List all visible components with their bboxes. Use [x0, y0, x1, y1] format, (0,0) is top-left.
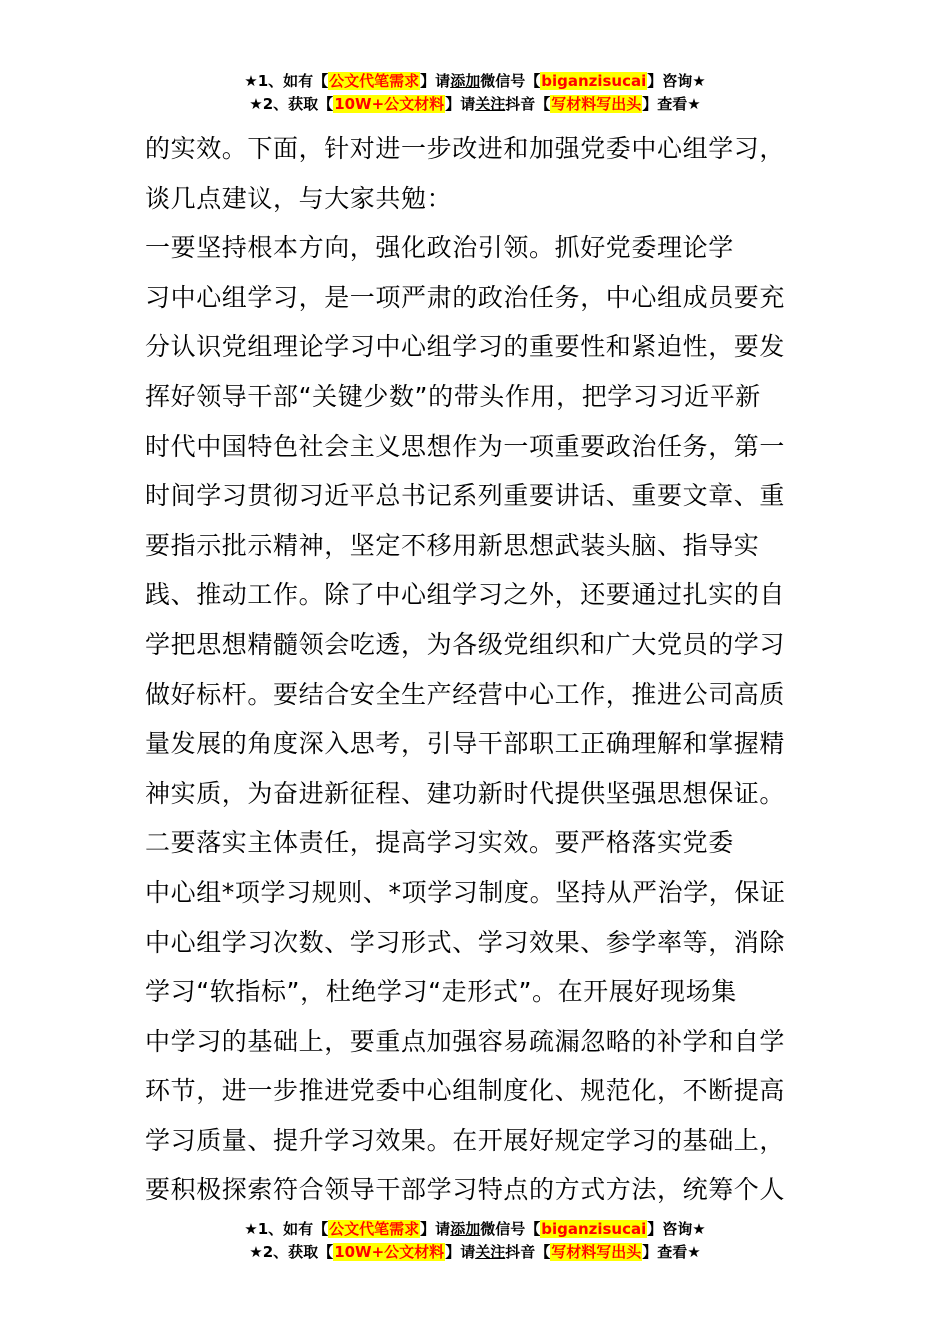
banner-text: 】请: [420, 1220, 451, 1238]
banner-line-2: [0, 1241, 950, 1264]
text-line: 量发展的角度深入思考，引导干部职工正确理解和掌握精: [145, 729, 786, 759]
text-line: 挥好领导干部“关键少数”的带头作用，把学习习近平新: [145, 381, 761, 411]
text-line: 二要落实主体责任，提高学习实效。要严格落实党委: [145, 828, 734, 858]
highlight-wechat-id: biganzisucai: [541, 1220, 647, 1238]
text-line: 的实效。下面，针对进一步改进和加强党委中心组学习，: [145, 134, 786, 163]
highlight-douyin-account: 写材料写出头: [551, 95, 642, 113]
banner-emphasis: 关注: [475, 95, 506, 113]
text-line: 要积极探索符合领导干部学习特点的方式方法，统筹个人: [145, 1175, 786, 1205]
banner-text: 微信号【: [480, 72, 541, 90]
text-line: 习中心组学习，是一项严肃的政治任务，中心组成员要充: [145, 282, 786, 312]
banner-text: ★2、获取【: [249, 95, 334, 113]
text-line: 分认识党组理论学习中心组学习的重要性和紧迫性，要发: [145, 332, 786, 362]
banner-text: 】请: [445, 1243, 476, 1261]
text-line: 做好标杆。要结合安全生产经营中心工作，推进公司高质: [145, 679, 786, 709]
text-line: 践、推动工作。除了中心组学习之外，还要通过扎实的自: [145, 580, 786, 610]
banner-text: 微信号【: [480, 1220, 541, 1238]
banner-text: 】请: [445, 95, 476, 113]
banner-text: 抖音【: [505, 95, 551, 113]
banner-text: ★2、获取【: [249, 1243, 334, 1261]
text-line: 时代中国特色社会主义思想作为一项重要政治任务，第一: [145, 431, 786, 461]
text-line: 要指示批示精神，坚定不移用新思想武装头脑、指导实: [145, 530, 760, 560]
banner-text: ★1、如有【: [244, 1220, 329, 1238]
highlight-materials: 10W+公文材料: [334, 1243, 445, 1261]
text-line: 一要坚持根本方向，强化政治引领。抓好党委理论学: [145, 233, 734, 263]
highlight-materials: 10W+公文材料: [334, 95, 445, 113]
text-line: 环节，进一步推进党委中心组制度化、规范化，不断提高: [145, 1076, 786, 1106]
banner-text: 】查看★: [642, 1243, 701, 1261]
banner-text: ★1、如有【: [244, 72, 329, 90]
banner-text: 抖音【: [505, 1243, 551, 1261]
highlight-service: 公文代笔需求: [329, 1220, 420, 1238]
highlight-douyin-account: 写材料写出头: [551, 1243, 642, 1261]
banner-emphasis: 关注: [475, 1243, 506, 1261]
highlight-wechat-id: biganzisucai: [541, 72, 647, 90]
banner-line-2: [0, 93, 950, 116]
highlight-service: 公文代笔需求: [329, 72, 420, 90]
text-line: 谈几点建议，与大家共勉：: [145, 183, 453, 213]
header-banner: [0, 70, 950, 116]
banner-line-1: [0, 70, 950, 93]
footer-banner: [0, 1218, 950, 1264]
text-line: 学把思想精髓领会吃透，为各级党组织和广大党员的学习: [145, 629, 786, 659]
banner-line-1: [0, 1218, 950, 1241]
text-line: 学习质量、提升学习效果。在开展好规定学习的基础上，: [145, 1125, 786, 1155]
text-line: 中心组*项学习规则、*项学习制度。坚持从严治学，保证: [145, 877, 786, 907]
text-line: 时间学习贯彻习近平总书记系列重要讲话、重要文章、重: [145, 481, 786, 511]
text-line: 中学习的基础上，要重点加强容易疏漏忽略的补学和自学: [145, 1026, 786, 1056]
banner-text: 】咨询★: [647, 1220, 706, 1238]
banner-text: 】查看★: [642, 95, 701, 113]
text-line: 神实质，为奋进新征程、建功新时代提供坚强思想保证。: [145, 778, 786, 808]
text-line: 学习“软指标”，杜绝学习“走形式”。在开展好现场集: [145, 977, 737, 1007]
banner-text: 】咨询★: [647, 72, 706, 90]
banner-emphasis: 添加: [450, 1220, 481, 1238]
document-body: [145, 124, 815, 1215]
banner-text: 】请: [420, 72, 451, 90]
banner-emphasis: 添加: [450, 72, 481, 90]
text-line: 中心组学习次数、学习形式、学习效果、参学率等，消除: [145, 927, 786, 957]
